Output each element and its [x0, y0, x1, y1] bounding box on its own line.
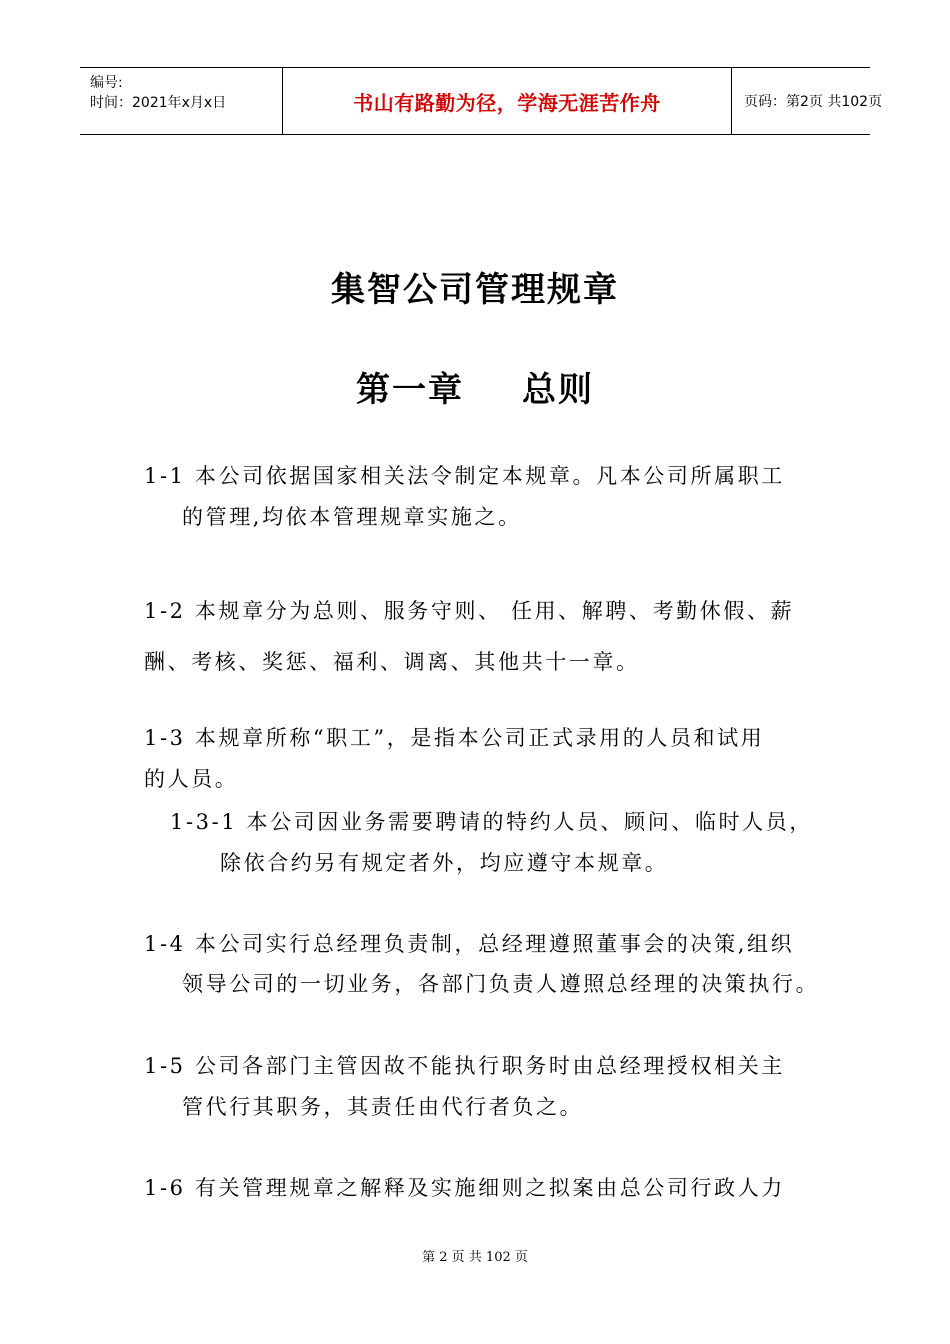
- paragraph-line: 1-3 本规章所称“职工”，是指本公司正式录用的人员和试用: [144, 726, 765, 750]
- paragraph-line: 酬、考核、奖惩、福利、调离、其他共十一章。: [144, 650, 640, 674]
- chapter-name: 总则: [522, 370, 594, 410]
- document-number-label: 编号:: [90, 75, 123, 91]
- paragraph-line: 1-6 有关管理规章之解释及实施细则之拟案由总公司行政人力: [144, 1176, 785, 1200]
- paragraph-line: 1-4 本公司实行总经理负责制，总经理遵照董事会的决策,组织: [144, 932, 795, 956]
- paragraph-line: 1-5 公司各部门主管因故不能执行职务时由总经理授权相关主: [144, 1054, 785, 1078]
- paragraph-line: 1-3-1 本公司因业务需要聘请的特约人员、顾问、临时人员，: [170, 810, 813, 834]
- document-title: 集智公司管理规章: [331, 270, 619, 310]
- chapter-heading: [0, 362, 950, 411]
- paragraph-line: 的人员。: [144, 767, 239, 791]
- paragraph-line: 1-2 本规章分为总则、服务守则、 任用、解聘、考勤休假、薪: [144, 599, 795, 623]
- header-motto-cell: [282, 68, 732, 134]
- paragraph-line: 领导公司的一切业务，各部门负责人遵照总经理的决策执行。: [182, 972, 820, 996]
- paragraph-line: 管代行其职务，其责任由代行者负之。: [182, 1095, 584, 1119]
- chapter-number: 第一章: [356, 370, 464, 410]
- paragraph-line: 除依合约另有规定者外，均应遵守本规章。: [220, 851, 669, 875]
- header-info-cell: [80, 68, 282, 134]
- paragraph-line: 1-1 本公司依据国家相关法令制定本规章。凡本公司所属职工: [144, 464, 785, 488]
- header-page-code: 页码：第2页 共102页: [744, 94, 883, 110]
- document-time-label: 时间：2021年x月x日: [90, 95, 227, 111]
- page-footer: 第 2 页 共 102 页: [422, 1250, 528, 1265]
- header-page-cell: [732, 68, 883, 134]
- header-motto: 书山有路勤为径，学海无涯苦作舟: [353, 90, 661, 115]
- paragraph-line: 的管理,均依本管理规章实施之。: [182, 505, 522, 529]
- page-header-table: [80, 67, 883, 135]
